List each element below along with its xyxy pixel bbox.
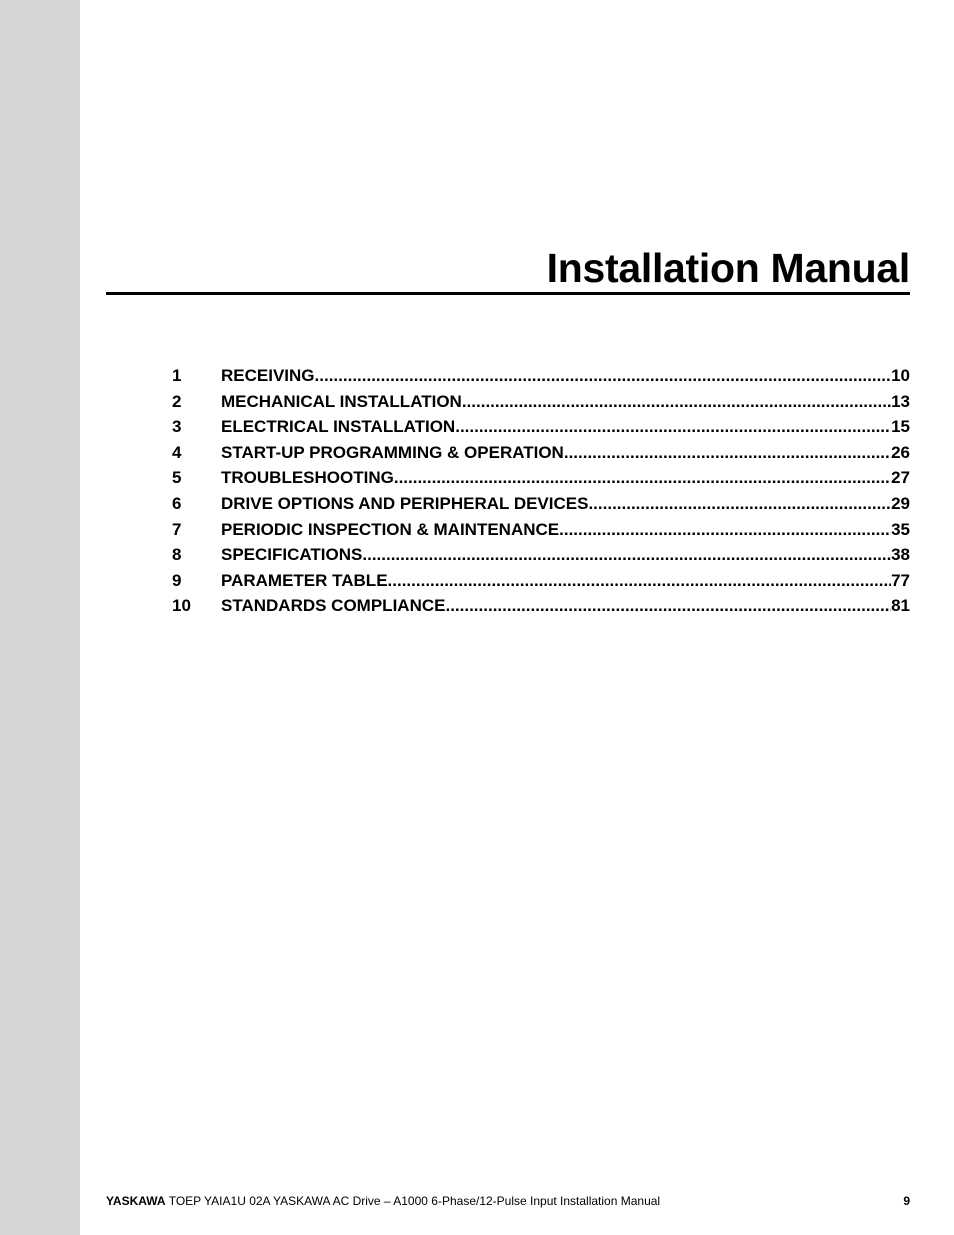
toc-entry-parameter-table[interactable] <box>172 568 910 594</box>
toc-dot-leader <box>559 517 891 543</box>
toc-dot-leader <box>315 363 892 389</box>
toc-entry-specifications[interactable] <box>172 542 910 568</box>
toc-dot-leader <box>462 389 891 415</box>
toc-entry-number: 5 <box>172 468 182 488</box>
toc-entry-page: 81 <box>891 596 910 616</box>
toc-entry-electrical-installation[interactable] <box>172 414 910 440</box>
toc-entry-standards-compliance[interactable] <box>172 593 910 619</box>
toc-entry-title: PERIODIC INSPECTION & MAINTENANCE <box>221 519 560 539</box>
toc-entry-page: 27 <box>891 468 910 488</box>
toc-dot-leader <box>445 593 891 619</box>
toc-entry-number: 8 <box>172 545 182 565</box>
toc-entry-number: 2 <box>172 391 182 411</box>
toc-entry-number: 9 <box>172 570 182 590</box>
toc-entry-number: 1 <box>172 366 182 385</box>
toc-entry-startup-programming[interactable] <box>172 440 910 466</box>
toc-entry-receiving[interactable] <box>172 363 910 389</box>
page-footer <box>106 1193 910 1209</box>
toc-dot-leader <box>388 568 892 594</box>
toc-entry-page: 26 <box>891 442 910 462</box>
toc-entry-title: TROUBLESHOOTING <box>221 468 394 488</box>
toc-entry-title: PARAMETER TABLE <box>221 570 388 590</box>
toc-entry-number: 6 <box>172 493 182 513</box>
footer-brand: YASKAWA <box>106 1194 166 1208</box>
toc-entry-page: 29 <box>891 493 910 513</box>
toc-dot-leader <box>588 491 891 517</box>
toc-entry-page: 10 <box>891 366 910 385</box>
title-rule <box>106 292 910 295</box>
side-margin-band <box>0 0 80 1235</box>
toc-entry-title: STANDARDS COMPLIANCE <box>221 596 446 616</box>
toc-entry-periodic-inspection[interactable] <box>172 517 910 543</box>
toc-entry-drive-options[interactable] <box>172 491 910 517</box>
toc-entry-page: 77 <box>891 570 910 590</box>
toc-entry-page: 13 <box>891 391 910 411</box>
footer-page-number: 9 <box>903 1194 910 1208</box>
toc-entry-number: 7 <box>172 519 182 539</box>
toc-entry-number: 4 <box>172 442 182 462</box>
footer-document-title: TOEP YAIA1U 02A YASKAWA AC Drive – A1000 6-Phase/12-Pulse Input Installation Manual <box>168 1194 661 1208</box>
toc-entry-title: ELECTRICAL INSTALLATION <box>221 417 456 437</box>
toc-dot-leader <box>564 440 891 466</box>
toc-entry-title: RECEIVING <box>221 366 315 385</box>
table-of-contents <box>172 363 910 619</box>
toc-entry-page: 35 <box>891 519 910 539</box>
toc-entry-mechanical-installation[interactable] <box>172 389 910 415</box>
toc-entry-title: START-UP PROGRAMMING & OPERATION <box>221 442 564 462</box>
toc-entry-page: 15 <box>891 417 910 437</box>
toc-entry-number: 3 <box>172 417 182 437</box>
toc-entry-page: 38 <box>891 545 910 565</box>
toc-entry-title: SPECIFICATIONS <box>221 545 363 565</box>
toc-dot-leader <box>362 542 891 568</box>
toc-entry-troubleshooting[interactable] <box>172 465 910 491</box>
toc-entry-title: DRIVE OPTIONS AND PERIPHERAL DEVICES <box>221 493 589 513</box>
toc-entry-number: 10 <box>172 596 191 616</box>
toc-dot-leader <box>394 465 891 491</box>
footer-document-line <box>106 1193 660 1209</box>
toc-entry-title: MECHANICAL INSTALLATION <box>221 391 462 411</box>
toc-dot-leader <box>455 414 891 440</box>
page-title: Installation Manual <box>546 245 910 291</box>
